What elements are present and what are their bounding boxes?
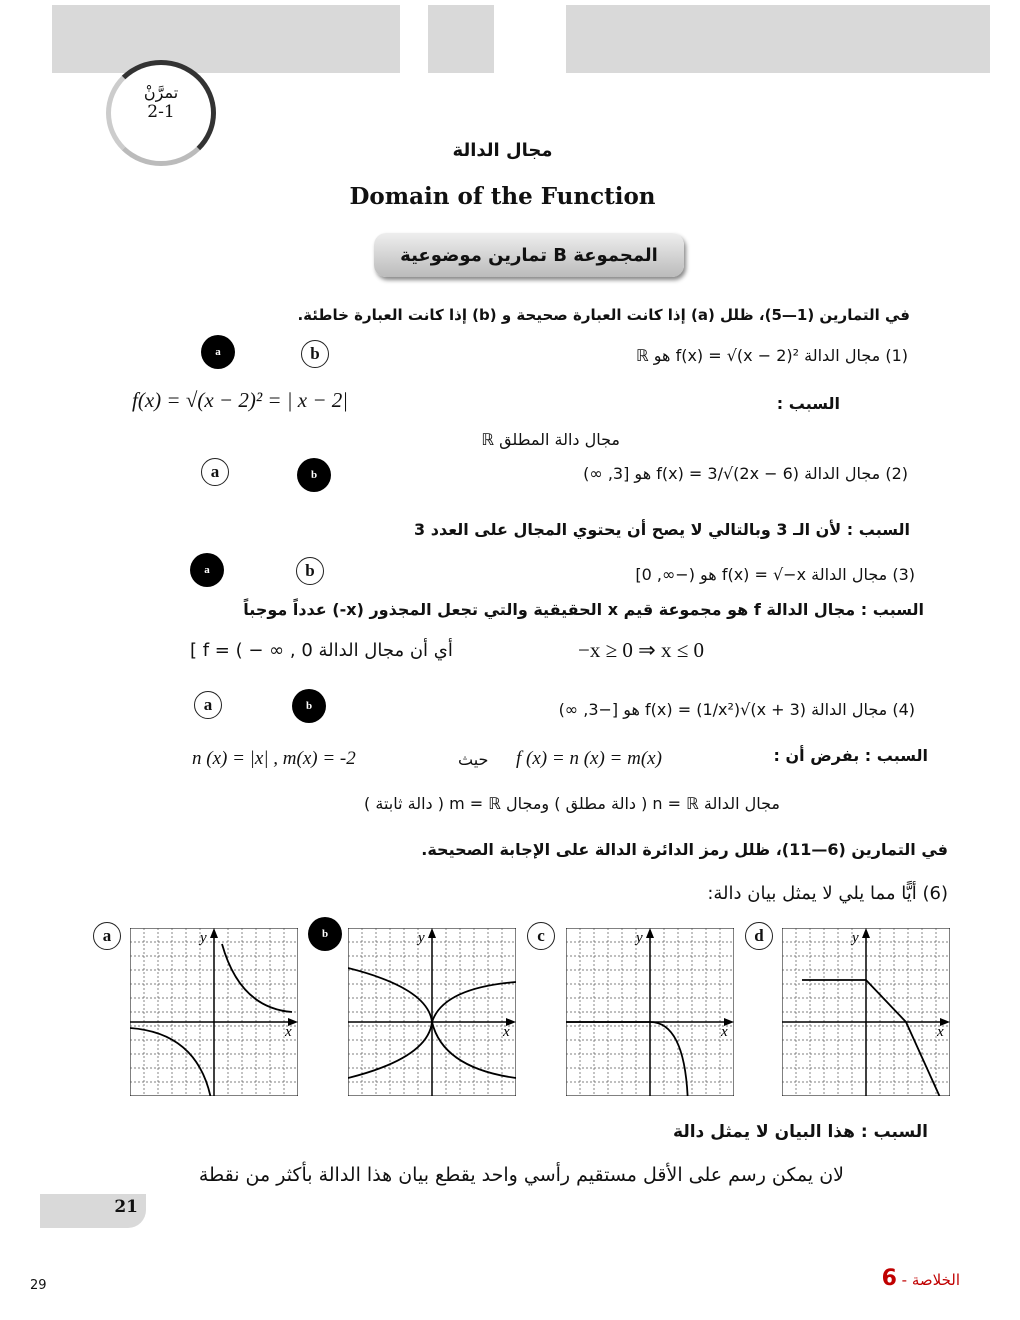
option-b-filled[interactable]	[308, 917, 342, 951]
option-c[interactable]	[527, 922, 555, 950]
q4-where: حيث	[458, 750, 489, 769]
option-d[interactable]	[745, 922, 773, 950]
axis-y-label: y	[418, 930, 425, 946]
footer-summary	[882, 1266, 960, 1291]
q3-reason: السبب : مجال الدالة f هو مجموعة قيم x الحقيقية والتي تجعل المجذور (x-) عدداً موجباً	[243, 600, 924, 619]
q4-equation: f (x) = n (x) = m(x)	[516, 748, 662, 769]
q2-reason: السبب : لأن الـ 3 وبالتالي لا يصح أن يحتوي المجال على العدد 3	[414, 520, 910, 539]
left-number: 29	[30, 1278, 47, 1293]
option-label: a	[203, 695, 213, 714]
badge-number: 2-1	[147, 102, 175, 122]
q1-note: مجال دالة المطلق ℝ	[481, 430, 620, 449]
option-a-filled[interactable]	[201, 335, 235, 369]
option-label: b	[305, 561, 315, 580]
q6-explanation: لان يمكن رسم على الأقل مستقيم رأسي واحد يقطع بيان هذا الدالة بأكثر من نقطة	[198, 1164, 844, 1186]
badge-word: تمرَّنْ	[143, 83, 179, 102]
axis-y-label: y	[200, 930, 207, 946]
header-bar	[428, 5, 494, 73]
q1-reason-label: السبب :	[776, 394, 840, 413]
question-4: (4) مجال الدالة f(x) = (1/x²)√(x + 3) هو [−3, ∞)	[558, 700, 915, 719]
header-bar	[52, 5, 400, 73]
q4-definitions: n (x) = |x| , m(x) = -2	[192, 748, 356, 769]
axis-y-label: y	[636, 930, 643, 946]
axis-x-label: x	[937, 1024, 944, 1040]
q1-formula: f(x) = √(x − 2)² = | x − 2|	[132, 388, 349, 412]
option-label: b	[310, 469, 318, 481]
option-b-filled[interactable]	[297, 458, 331, 492]
title-en: Domain of the Function	[349, 183, 656, 210]
axis-x-label: x	[721, 1024, 728, 1040]
option-a[interactable]	[201, 458, 229, 486]
option-label: a	[102, 926, 112, 945]
q3-inequality: −x ≥ 0 ⇒ x ≤ 0	[578, 638, 704, 662]
question-1: (1) مجال الدالة f(x) = √(x − 2)² هو ℝ	[636, 346, 908, 365]
option-label: c	[537, 926, 545, 945]
question-2: (2) مجال الدالة f(x) = 3/√(2x − 6) هو [3, ∞)	[583, 464, 908, 483]
axis-x-label: x	[285, 1024, 292, 1040]
q4-line2: مجال الدالة n = ℝ ( دالة مطلق ) ومجال m = ℝ ( دالة ثابتة )	[364, 794, 780, 813]
option-b[interactable]	[301, 340, 329, 368]
title-ar: مجال الدالة	[452, 140, 553, 161]
summary-label: الخلاصة -	[901, 1271, 960, 1289]
group-label	[374, 233, 684, 277]
q3-conclusion: أي أن مجال الدالة f = ( − ∞ , 0 ]	[190, 640, 453, 661]
option-label: b	[310, 344, 320, 363]
group-text: المجموعة B تمارين موضوعية	[400, 244, 658, 266]
question-6: (6) أيًّا مما يلي لا يمثل بيان دالة:	[707, 883, 948, 904]
option-a[interactable]	[93, 922, 121, 950]
option-label: b	[305, 700, 313, 712]
option-b[interactable]	[296, 557, 324, 585]
q6-reason: السبب : هذا البيان لا يمثل دالة	[673, 1122, 928, 1142]
graph-b	[348, 928, 516, 1096]
question-3: (3) مجال الدالة f(x) = √−x هو (−∞, 0]	[635, 565, 915, 584]
axis-x-label: x	[503, 1024, 510, 1040]
instructions-1: في التمارين (1—5)، ظلل (a) إذا كانت العبارة صحيحة و (b) إذا كانت العبارة خاطئة.	[297, 306, 910, 324]
option-a[interactable]	[194, 691, 222, 719]
instructions-2: في التمارين (6—11)، ظلل رمز الدائرة الدالة على الإجابة الصحيحة.	[421, 840, 948, 859]
summary-number: 6	[881, 1266, 897, 1291]
graph-d	[782, 928, 950, 1096]
graph-a	[130, 928, 298, 1096]
graph-c	[566, 928, 734, 1096]
option-label: d	[754, 926, 764, 945]
option-label: a	[215, 346, 221, 358]
q4-reason: السبب : بفرض أن :	[773, 746, 928, 765]
option-a-filled[interactable]	[190, 553, 224, 587]
option-label: b	[321, 928, 329, 940]
axis-y-label: y	[852, 930, 859, 946]
header-bar	[566, 5, 990, 73]
option-label: a	[204, 564, 210, 576]
option-b-filled[interactable]	[292, 689, 326, 723]
option-label: a	[210, 462, 220, 481]
page-number: 21	[40, 1194, 146, 1228]
